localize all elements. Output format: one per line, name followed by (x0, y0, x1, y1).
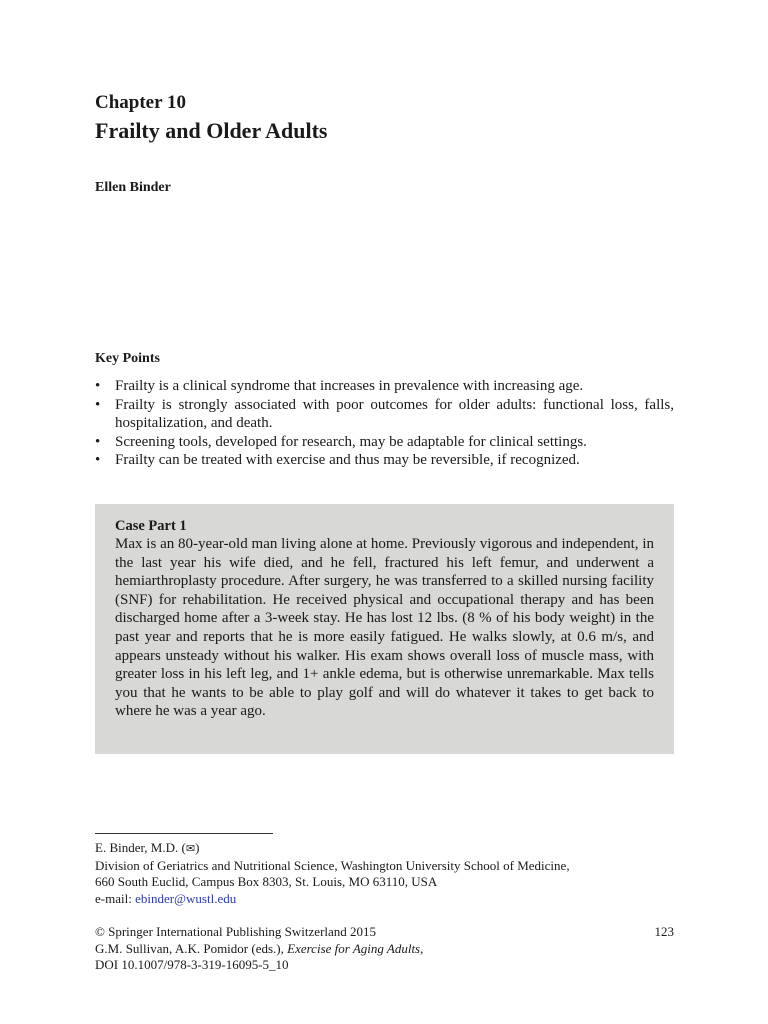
footnote-email-line (95, 891, 674, 908)
case-heading: Case Part 1 (115, 518, 187, 534)
book-citation (95, 941, 674, 958)
bullet-icon: • (95, 433, 101, 450)
book-editors: G.M. Sullivan, A.K. Pomidor (eds.), (95, 940, 288, 956)
envelope-icon: ✉ (185, 843, 196, 855)
bullet-icon: • (95, 378, 101, 394)
footnote-author-end: ) (195, 840, 200, 855)
email-link[interactable]: ebinder@wustl.edu (135, 890, 237, 906)
key-point-text: Frailty can be treated with exercise and thus may be reversible, if recognized. (115, 452, 580, 469)
list-item (95, 396, 674, 433)
list-item (95, 451, 674, 470)
bullet-icon: • (95, 452, 101, 469)
doi: DOI 10.1007/978-3-319-16095-5_10 (95, 957, 289, 972)
page-number: 123 (654, 924, 674, 939)
copyright-block (95, 924, 674, 974)
list-item (95, 433, 674, 452)
key-point-text: Screening tools, developed for research, may be adaptable for clinical settings. (115, 433, 587, 450)
footnote-affiliation: Division of Geriatrics and Nutritional Science, Washington University School of Medicine, (95, 857, 570, 873)
footnote-divider (95, 833, 273, 834)
copyright-line: © Springer International Publishing Switzerland 2015 (95, 924, 377, 939)
footnote-address: 660 South Euclid, Campus Box 8303, St. Louis, MO 63110, USA (95, 874, 438, 889)
email-label: e-mail: (95, 890, 136, 906)
case-text: Max is an 80-year-old man living alone at home. Previously vigorous and independent, in the last year his wife died, and he fell, fractured his left femur, and underwent a hemiarthroplasty procedure. After surgery, he was transferred to a skilled nursing facility (SNF) for rehabilitation. He received physical and occupational therapy and has been discharged home after a 3-week stay. He has lost 12 lbs. (8 % of his body weight) in the past year and reports that he is more easily fatigued. He walks slowly, at 0.6 m/s, and appears unsteady without his walker. His exam shows overall loss of muscle mass, with greater loss in his left leg, and 1+ ankle edema, but is otherwise unremarkable. Max tells you that he wants to be able to play golf and will do whatever it takes to get back to where he was a year ago. (115, 536, 654, 720)
key-point-text: Frailty is a clinical syndrome that increases in prevalence with increasing age. (115, 378, 584, 394)
chapter-number: Chapter 10 (95, 92, 186, 113)
case-box (95, 504, 674, 754)
footnote-author: E. Binder, M.D. ( (95, 840, 186, 855)
footnote-author-line (95, 840, 674, 858)
book-title: Exercise for Aging Adults (287, 940, 421, 956)
book-title-end: , (420, 940, 424, 956)
chapter-title: Frailty and Older Adults (95, 118, 328, 143)
author-footnote (95, 840, 674, 907)
key-points-list (95, 377, 674, 470)
list-item (95, 377, 674, 396)
author-name: Ellen Binder (95, 180, 171, 195)
bullet-icon: • (95, 396, 101, 413)
key-points-heading: Key Points (95, 351, 160, 366)
key-point-text: Frailty is strongly associated with poor outcomes for older adults: functional loss, falls, hospitalization, and death. (115, 396, 674, 432)
